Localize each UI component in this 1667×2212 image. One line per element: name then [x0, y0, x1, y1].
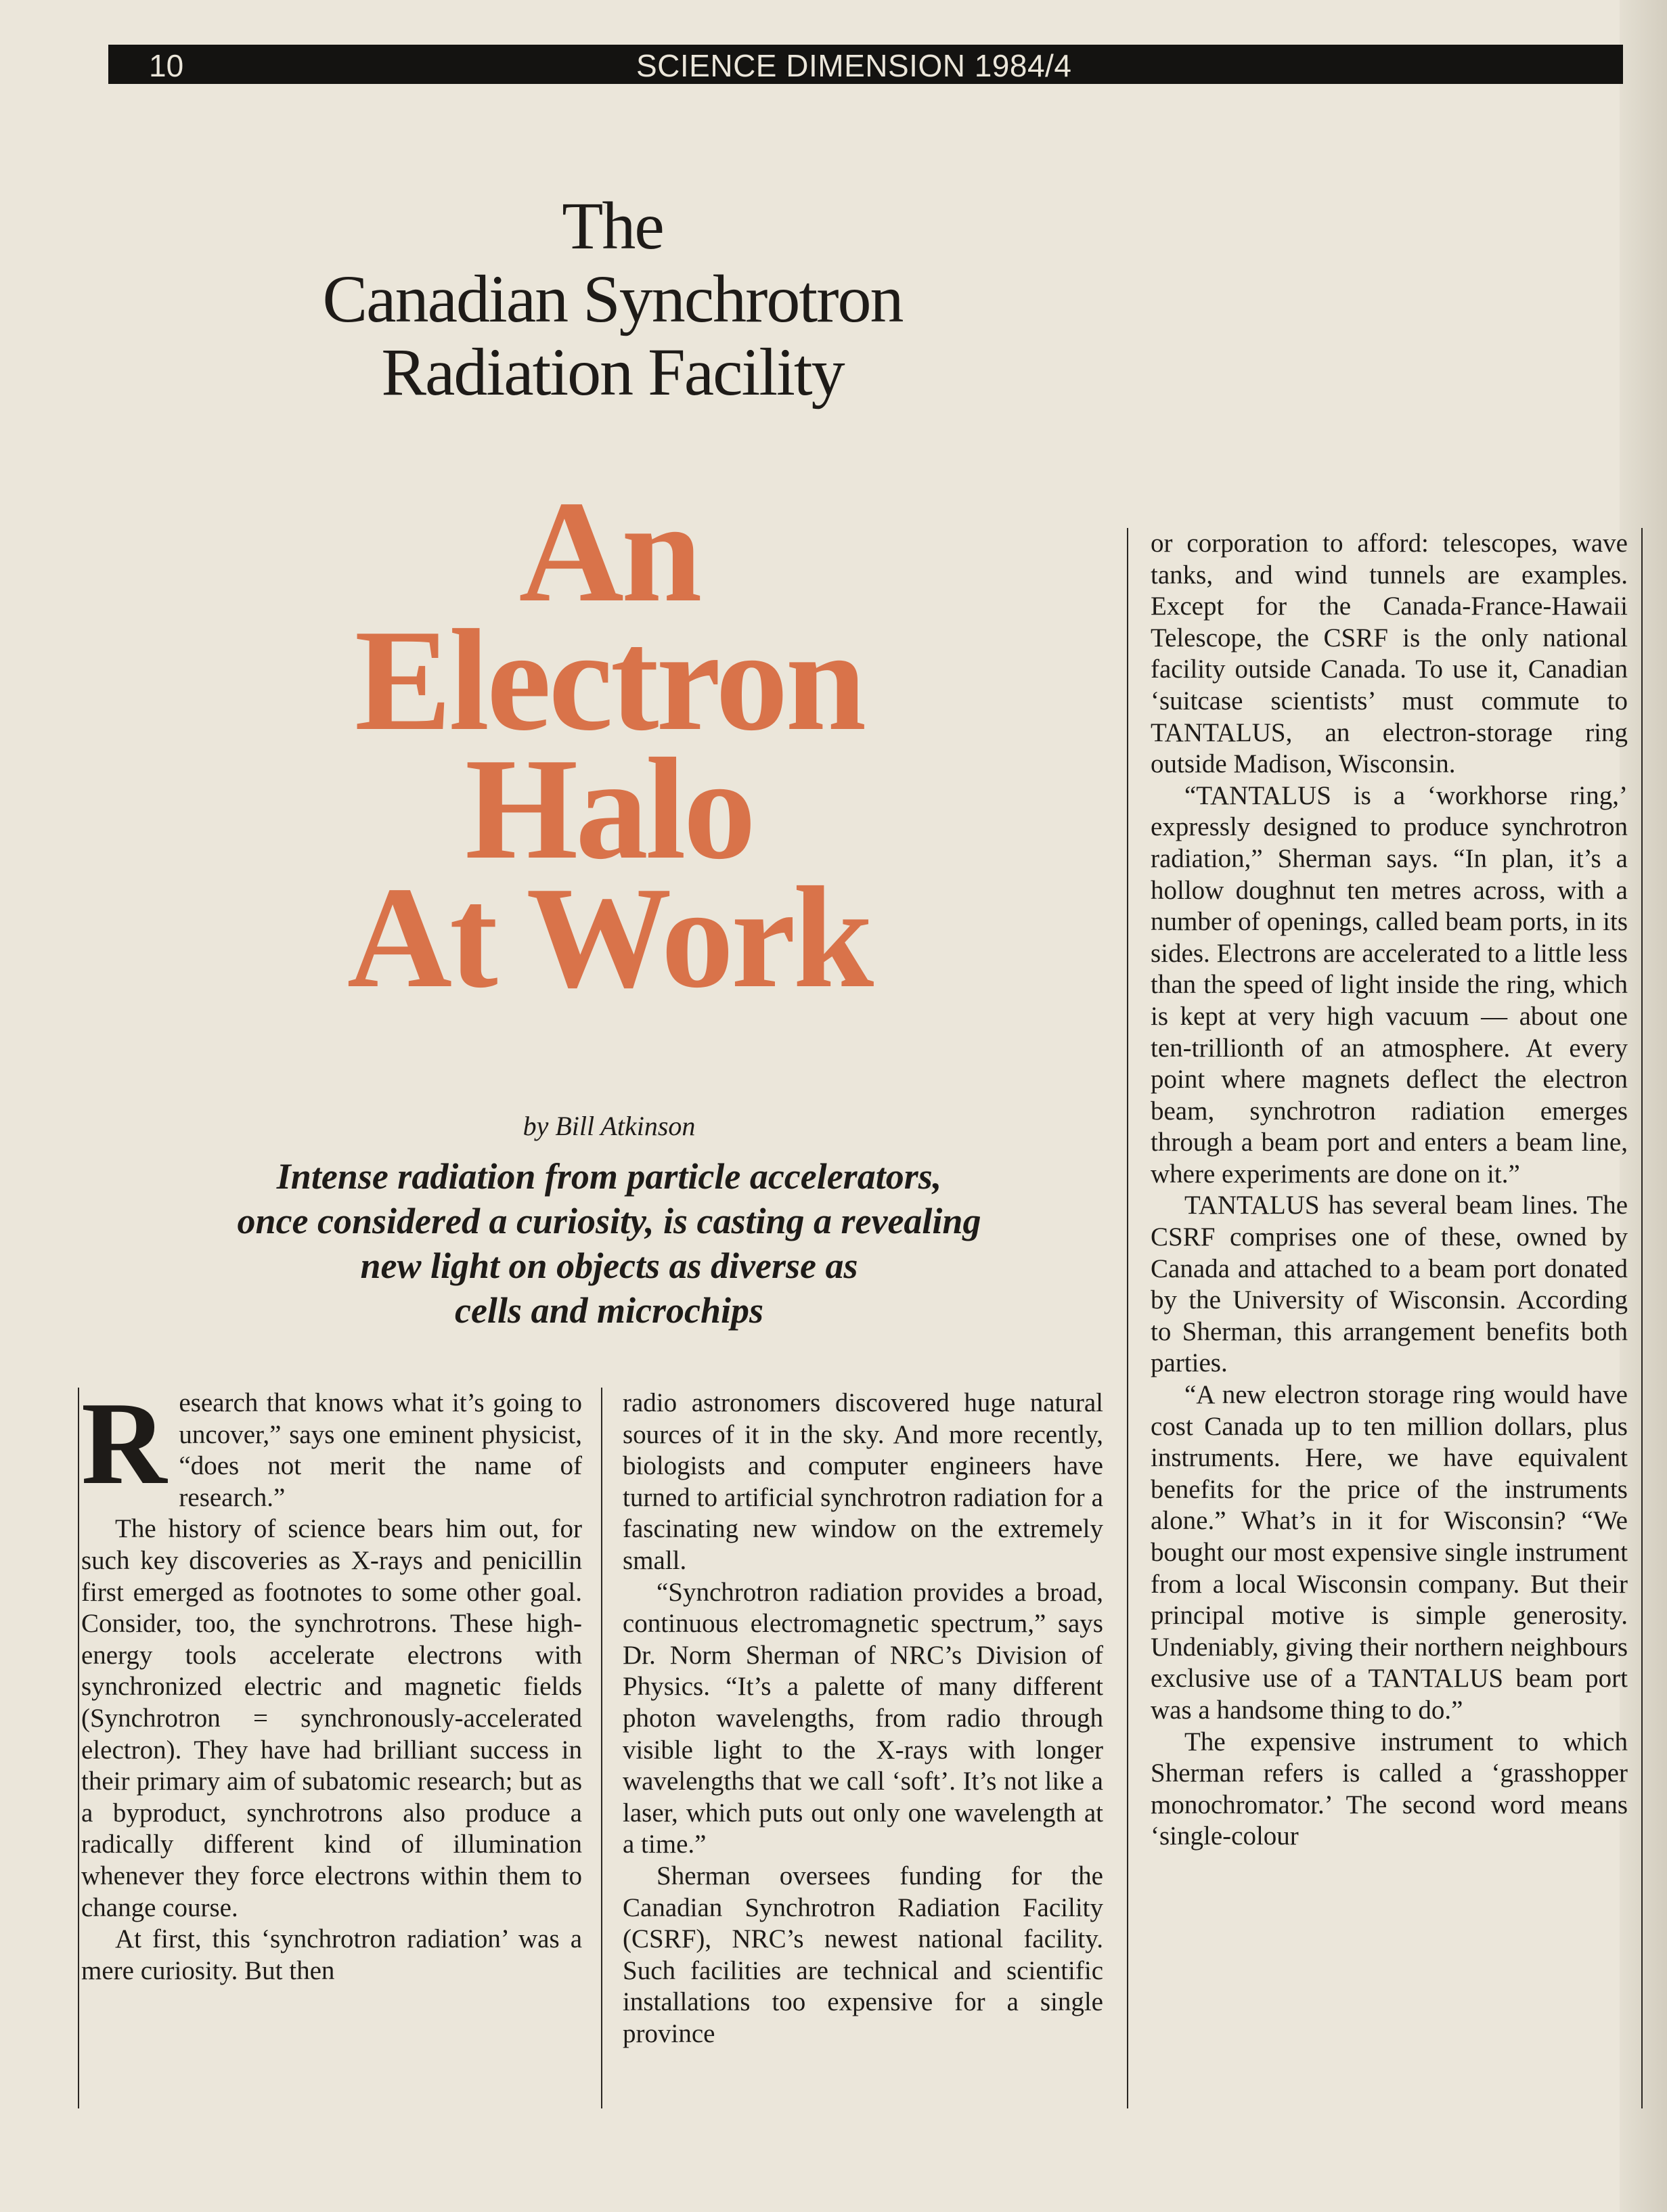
paragraph: or corporation to afford: telescopes, wave tanks, and wind tunnels are examples. Except for the Canada-France-Hawaii Telescope, the CSRF is the only national facility outside Canada. To use it, Canadian ‘suitcase scientists’ must commute to TANTALUS, an electron-storage ring outside Madison, Wisconsin.: [1151, 529, 1628, 779]
paragraph: radio astronomers discovered huge natural sources of it in the sky. And more recently, biologists and computer engineers have turned to artificial synchrotron radiation for a fascinating new window on the extremely small.: [623, 1388, 1103, 1575]
paragraph: “Synchrotron radiation provides a broad, continuous electromagnetic spectrum,” says Dr. Norm Sherman of NRC’s Division of Physics. “It’s a palette of many different photon wavelengths, from radio through visible light to the X-rays with longer wavelengths that we call ‘soft’. It’s not like a laser, which puts out only one wavelength at a time.”: [623, 1577, 1103, 1859]
column-rule: [601, 1388, 602, 2108]
running-header: [108, 45, 1623, 84]
article-column-1: [81, 1377, 582, 1987]
title-line: Electron: [354, 599, 864, 761]
column-rule: [1127, 528, 1128, 2108]
deck-line: once considered a curiosity, is casting a revealing: [237, 1201, 981, 1241]
column-rule: [1641, 528, 1643, 2108]
title-line: An: [518, 470, 700, 632]
paragraph: At first, this ‘synchrotron radiation’ was a mere curiosity. But then: [81, 1924, 582, 1985]
column-rule: [78, 1388, 79, 2108]
series-title-line: Radiation Facility: [381, 334, 844, 410]
paragraph: [81, 1377, 582, 1513]
article-column-3: [1151, 528, 1628, 1853]
paragraph: Sherman oversees funding for the Canadian Synchrotron Radiation Facility (CSRF), NRC’s newest national facility. Such facilities are technical and scientific installations too expensive for a single province: [623, 1861, 1103, 2048]
byline: by Bill Atkinson: [523, 1111, 696, 1141]
series-title-line: The: [562, 188, 663, 263]
deck-line: Intense radiation from particle accelerators,: [276, 1156, 942, 1197]
article-column-2: [623, 1388, 1103, 2050]
title-line: Halo: [465, 728, 753, 889]
drop-cap: R: [81, 1377, 167, 1509]
article-title: [203, 470, 1015, 1018]
paragraph: The expensive instrument to which Sherman refers is called a ‘grasshopper monochromator.’ The second word means ‘single-colour: [1151, 1727, 1628, 1851]
paragraph: “TANTALUS is a ‘workhorse ring,’ expressly designed to produce synchrotron radiation,” Sherman says. “In plan, it’s a hollow doughnut ten metres across, with a number of openings, called beam ports, in its sides. Electrons are accelerated to a little less than the speed of light inside the ring, which is kept at very high vacuum — about one ten-trillionth of an atmosphere. At every point where magnets deflect the electron beam, synchrotron radiation emerges through a beam port and enters a beam line, where experiments are done on it.”: [1151, 780, 1628, 1189]
paragraph: The history of science bears him out, for such key discoveries as X-rays and penicillin first emerged as footnotes to some other goal. Consider, too, the synchrotrons. These high-energy tools accelerate electrons with synchronized electric and magnetic fields (Synchrotron = synchronously-accelerated electron). They have had brilliant success in their primary aim of subatomic research; but as a byproduct, synchrotrons also produce a radically different kind of illumination whenever they force electrons within them to change course.: [81, 1514, 582, 1922]
deck-line: new light on objects as diverse as: [360, 1245, 858, 1286]
deck-line: cells and microchips: [455, 1290, 763, 1331]
page-number: 10: [149, 48, 184, 83]
paragraph: “A new electron storage ring would have cost Canada up to ten million dollars, plus instruments. Here, we have equivalent benefits for the price of the instruments alone.” What’s in it for Wisconsin? “We bought our most expensive single instrument from a local Wisconsin company. But their principal motive is simple generosity. Undeniably, giving their northern neighbours exclusive use of a TANTALUS beam port was a handsome thing to do.”: [1151, 1380, 1628, 1725]
series-title-line: Canadian Synchrotron: [322, 261, 903, 336]
title-line: At Work: [347, 856, 872, 1018]
series-title: [162, 190, 1063, 409]
paragraph: TANTALUS has several beam lines. The CSRF comprises one of these, owned by Canada and attached to a beam port donated by the University of Wisconsin. According to Sherman, this arrangement benefits both parties.: [1151, 1191, 1628, 1378]
deck-subtitle: [122, 1154, 1096, 1333]
running-head: SCIENCE DIMENSION 1984/4: [636, 48, 1072, 83]
paragraph-text: esearch that knows what it’s going to uncover,” says one eminent physicist, “does not merit the name of research.”: [179, 1388, 582, 1512]
